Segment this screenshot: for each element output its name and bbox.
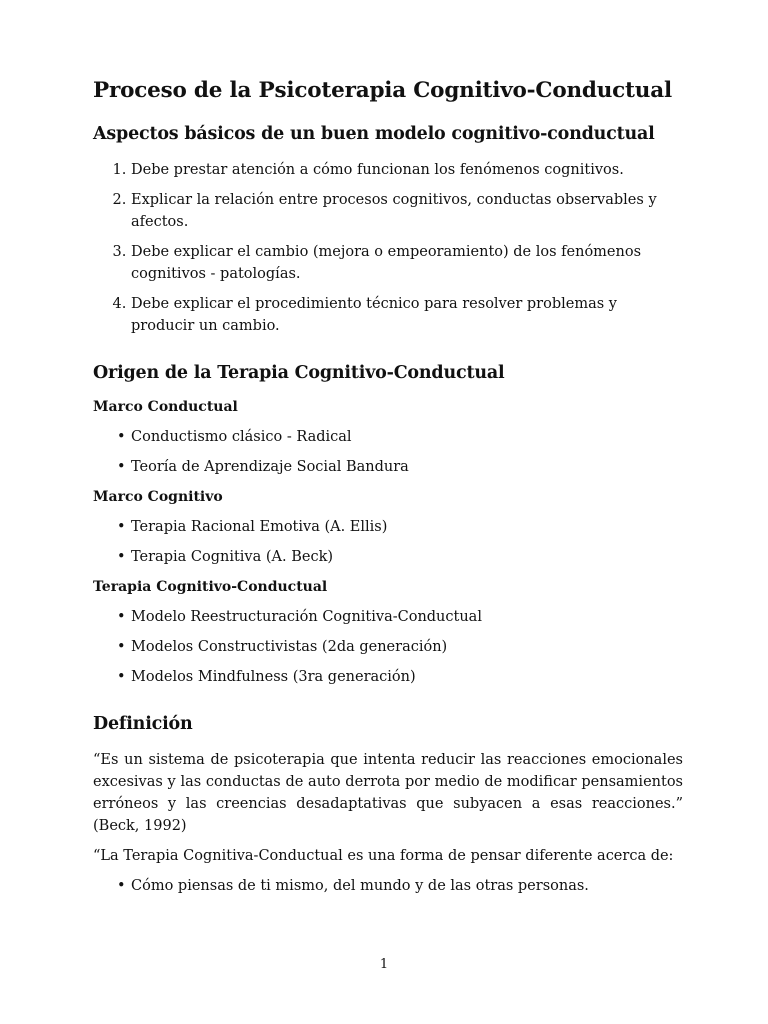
list-item: 3. Debe explicar el cambio (mejora o empeoramiento) de los fenómenos cognitivos - patologías. xyxy=(131,241,683,285)
bullet-list-marco-conductual xyxy=(93,426,683,478)
numbered-list-aspectos xyxy=(93,159,683,337)
list-item: 1. Debe prestar atención a cómo funcionan los fenómenos cognitivos. xyxy=(131,159,683,181)
bullet-icon: • xyxy=(117,519,126,536)
list-item xyxy=(117,666,683,688)
section-heading-origen: Origen de la Terapia Cognitivo-Conductual xyxy=(93,362,505,383)
list-item-text: Terapia Cognitiva (A. Beck) xyxy=(131,549,334,566)
bullet-list-terapia-cognitivo-conductual xyxy=(93,606,683,688)
list-item xyxy=(117,606,683,628)
list-item-text: Modelos Mindfulness (3ra generación) xyxy=(131,669,416,686)
subheading-marco-cognitivo: Marco Cognitivo xyxy=(93,488,223,505)
list-item: 4. Debe explicar el procedimiento técnico para resolver problemas y producir un cambio. xyxy=(131,293,683,337)
definition-quote: “Es un sistema de psicoterapia que intenta reducir las reacciones emocionales excesivas y las conductas de auto derrota por medio de modificar pensamientos erróneos y las creencias desadaptativas que subyacen a esas reacciones.” (Beck, 1992) xyxy=(93,752,683,835)
subheading-terapia-cognitivo-conductual: Terapia Cognitivo-Conductual xyxy=(93,579,328,596)
list-item-text: Modelos Constructivistas (2da generación) xyxy=(131,639,448,656)
page-number: 1 xyxy=(379,957,389,972)
list-item xyxy=(117,516,683,538)
document-page xyxy=(93,78,683,907)
section-heading-aspectos: Aspectos básicos de un buen modelo cognitivo-conductual xyxy=(93,123,655,144)
list-item xyxy=(117,456,683,478)
bullet-icon: • xyxy=(117,878,126,895)
bullet-list-marco-cognitivo xyxy=(93,516,683,568)
bullet-icon: • xyxy=(117,639,126,656)
list-item xyxy=(117,546,683,568)
bullet-icon: • xyxy=(117,669,126,686)
list-item xyxy=(117,875,683,897)
list-item-text: Terapia Racional Emotiva (A. Ellis) xyxy=(131,519,388,536)
definition-intro: “La Terapia Cognitiva-Conductual es una forma de pensar diferente acerca de: xyxy=(93,848,674,865)
list-item xyxy=(117,636,683,658)
list-item-text: Conductismo clásico - Radical xyxy=(131,428,352,445)
section-heading-definicion: Definición xyxy=(93,714,193,735)
bullet-list-definicion xyxy=(93,875,683,897)
bullet-icon: • xyxy=(117,428,126,445)
list-item-text: Cómo piensas de ti mismo, del mundo y de las otras personas. xyxy=(131,878,589,895)
bullet-icon: • xyxy=(117,609,126,626)
list-item: 2. Explicar la relación entre procesos cognitivos, conductas observables y afectos. xyxy=(131,189,683,233)
list-item-text: Teoría de Aprendizaje Social Bandura xyxy=(131,458,409,475)
list-item xyxy=(117,426,683,448)
bullet-icon: • xyxy=(117,549,126,566)
subheading-marco-conductual: Marco Conductual xyxy=(93,398,238,415)
document-title: Proceso de la Psicoterapia Cognitivo-Conductual xyxy=(93,78,672,103)
list-item-text: Modelo Reestructuración Cognitiva-Conductual xyxy=(131,609,482,626)
bullet-icon: • xyxy=(117,458,126,475)
